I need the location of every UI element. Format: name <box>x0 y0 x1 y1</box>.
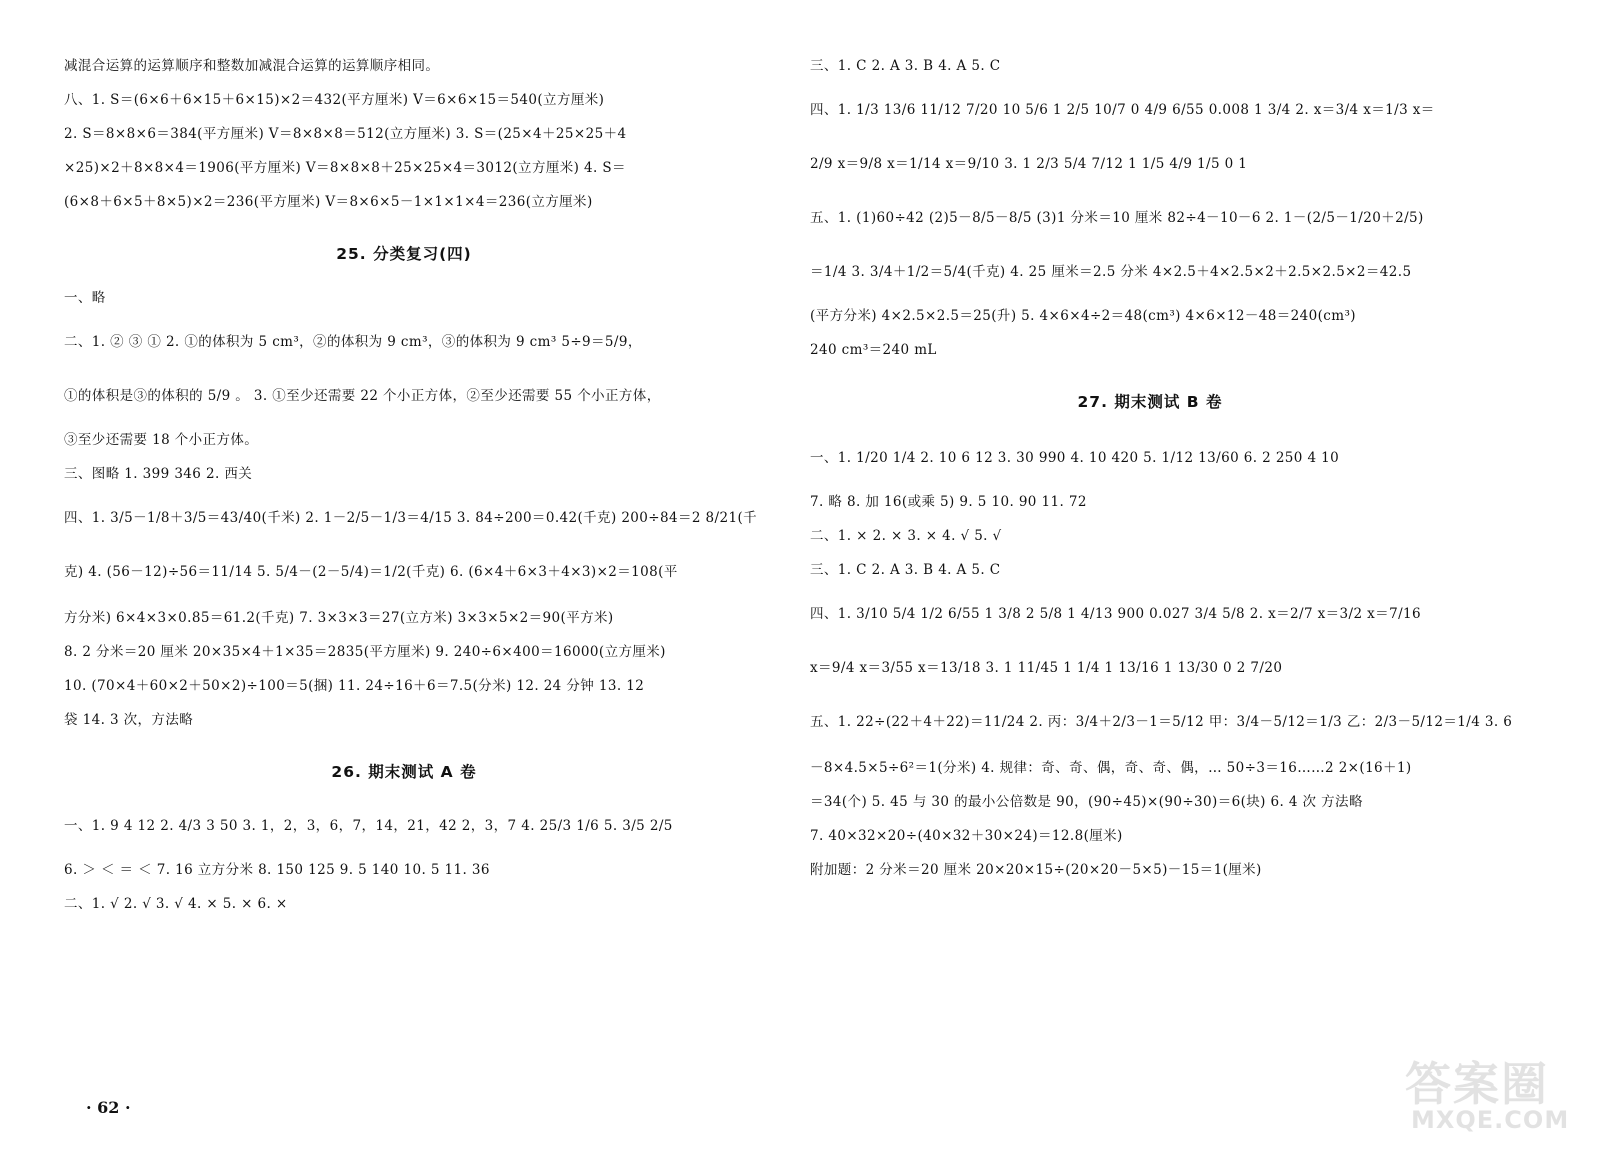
text-line: 7. 略 8. 加 16(或乘 5) 9. 5 10. 90 11. 72 <box>810 494 1087 510</box>
text-line: 二、1. × 2. × 3. × 4. √ 5. √ <box>810 528 1002 544</box>
text-line: 四、1. 3/5－1/8＋3/5＝43/40(千米) 2. 1－2/5－1/3＝4/15 3. 84÷200＝0.42(千克) 200÷84＝2 8/21(千 <box>64 510 758 526</box>
section-heading-25: 25. 分类复习(四) <box>336 245 472 263</box>
text-line: 八、1. S＝(6×6＋6×15＋6×15)×2＝432(平方厘米) V＝6×6×15＝540(立方厘米) <box>64 92 605 108</box>
text-line: 240 cm³＝240 mL <box>810 342 937 358</box>
section-heading-27: 27. 期末测试 B 卷 <box>1077 393 1223 411</box>
text-line: 三、1. C 2. A 3. B 4. A 5. C <box>810 562 1001 578</box>
text-line: x＝9/4 x＝3/55 x＝13/18 3. 1 11/45 1 1/4 1 13/16 1 13/30 0 2 7/20 <box>810 660 1283 676</box>
text-line: 五、1. (1)60÷42 (2)5－8/5－8/5 (3)1 分米＝10 厘米 82÷4－10－6 2. 1－(2/5－1/20＋2/5) <box>810 210 1424 226</box>
text-line: 8. 2 分米＝20 厘米 20×35×4＋1×35＝2835(平方厘米) 9. 240÷6×400＝16000(立方厘米) <box>64 644 666 660</box>
text-line: ①的体积是③的体积的 5/9 。 3. ①至少还需要 22 个小正方体，②至少还需要 55 个小正方体， <box>64 388 661 404</box>
watermark-logo <box>1405 1048 1570 1138</box>
text-line: 二、1. √ 2. √ 3. √ 4. × 5. × 6. × <box>64 896 288 912</box>
watermark-sub: MXQE.COM <box>1411 1106 1570 1134</box>
text-line: 一、略 <box>64 290 106 306</box>
text-line: 克) 4. (56－12)÷56＝11/14 5. 5/4－(2－5/4)＝1/2(千克) 6. (6×4＋6×3＋4×3)×2＝108(平 <box>64 564 678 580</box>
text-line: ＝1/4 3. 3/4＋1/2＝5/4(千克) 4. 25 厘米＝2.5 分米 4×2.5＋4×2.5×2＋2.5×2.5×2＝42.5 <box>810 264 1412 280</box>
text-line: 一、1. 1/20 1/4 2. 10 6 12 3. 30 990 4. 10 420 5. 1/12 13/60 6. 2 250 4 10 <box>810 450 1340 466</box>
text-line: 三、1. C 2. A 3. B 4. A 5. C <box>810 58 1001 74</box>
text-line: ③至少还需要 18 个小正方体。 <box>64 432 259 448</box>
text-line: 2/9 x＝9/8 x＝1/14 x＝9/10 3. 1 2/3 5/4 7/12 1 1/5 4/9 1/5 0 1 <box>810 156 1248 172</box>
text-line: 四、1. 3/10 5/4 1/2 6/55 1 3/8 2 5/8 1 4/13 900 0.027 3/4 5/8 2. x＝2/7 x＝3/2 x＝7/16 <box>810 606 1422 622</box>
text-line: ×25)×2＋8×8×4＝1906(平方厘米) V＝8×8×8＋25×25×4＝3012(立方厘米) 4. S＝ <box>64 160 626 176</box>
text-line: 7. 40×32×20÷(40×32＋30×24)＝12.8(厘米) <box>810 828 1123 844</box>
text-line: 6. ＞ ＜ ＝ ＜ 7. 16 立方分米 8. 150 125 9. 5 140 10. 5 11. 36 <box>64 862 490 878</box>
text-line: 一、1. 9 4 12 2. 4/3 3 50 3. 1，2，3，6，7，14，21，42 2，3，7 4. 25/3 1/6 5. 3/5 2/5 <box>64 818 673 834</box>
text-line: 附加题：2 分米＝20 厘米 20×20×15÷(20×20－5×5)－15＝1(厘米) <box>810 862 1262 878</box>
text-line: 减混合运算的运算顺序和整数加减混合运算的运算顺序相同。 <box>64 58 440 74</box>
text-line: (平方分米) 4×2.5×2.5＝25(升) 5. 4×6×4÷2＝48(cm³) 4×6×12－48＝240(cm³) <box>810 308 1356 324</box>
section-heading-26: 26. 期末测试 A 卷 <box>331 763 477 781</box>
text-line: 10. (70×4＋60×2＋50×2)÷100＝5(捆) 11. 24÷16＋6＝7.5(分米) 12. 24 分钟 13. 12 <box>64 678 645 694</box>
text-line: (6×8＋6×5＋8×5)×2＝236(平方厘米) V＝8×6×5－1×1×1×4＝236(立方厘米) <box>64 194 593 210</box>
text-line: 方分米) 6×4×3×0.85＝61.2(千克) 7. 3×3×3＝27(立方米) 3×3×5×2＝90(平方米) <box>64 610 614 626</box>
text-line: 四、1. 1/3 13/6 11/12 7/20 10 5/6 1 2/5 10/7 0 4/9 6/55 0.008 1 3/4 2. x＝3/4 x＝1/3 x＝ <box>810 102 1435 118</box>
page-number: · 62 · <box>86 1098 131 1117</box>
text-line: 袋 14. 3 次，方法略 <box>64 712 194 728</box>
text-line: 五、1. 22÷(22＋4＋22)＝11/24 2. 丙：3/4＋2/3－1＝5/12 甲：3/4－5/12＝1/3 乙：2/3－5/12＝1/4 3. 6 <box>810 714 1513 730</box>
watermark-main: 答案圈 <box>1405 1057 1549 1111</box>
text-line: －8×4.5×5÷6²＝1(分米) 4. 规律：奇、奇、偶，奇、奇、偶，… 50÷3＝16……2 2×(16＋1) <box>810 760 1412 776</box>
text-line: 三、图略 1. 399 346 2. 西关 <box>64 466 253 482</box>
text-line: 2. S＝8×8×6＝384(平方厘米) V＝8×8×8＝512(立方厘米) 3. S＝(25×4＋25×25＋4 <box>64 126 627 142</box>
text-line: ＝34(个) 5. 45 与 30 的最小公倍数是 90，(90÷45)×(90÷30)＝6(块) 6. 4 次 方法略 <box>810 794 1363 810</box>
text-line: 二、1. ② ③ ① 2. ①的体积为 5 cm³，②的体积为 9 cm³，③的体积为 9 cm³ 5÷9＝5/9， <box>64 334 642 350</box>
